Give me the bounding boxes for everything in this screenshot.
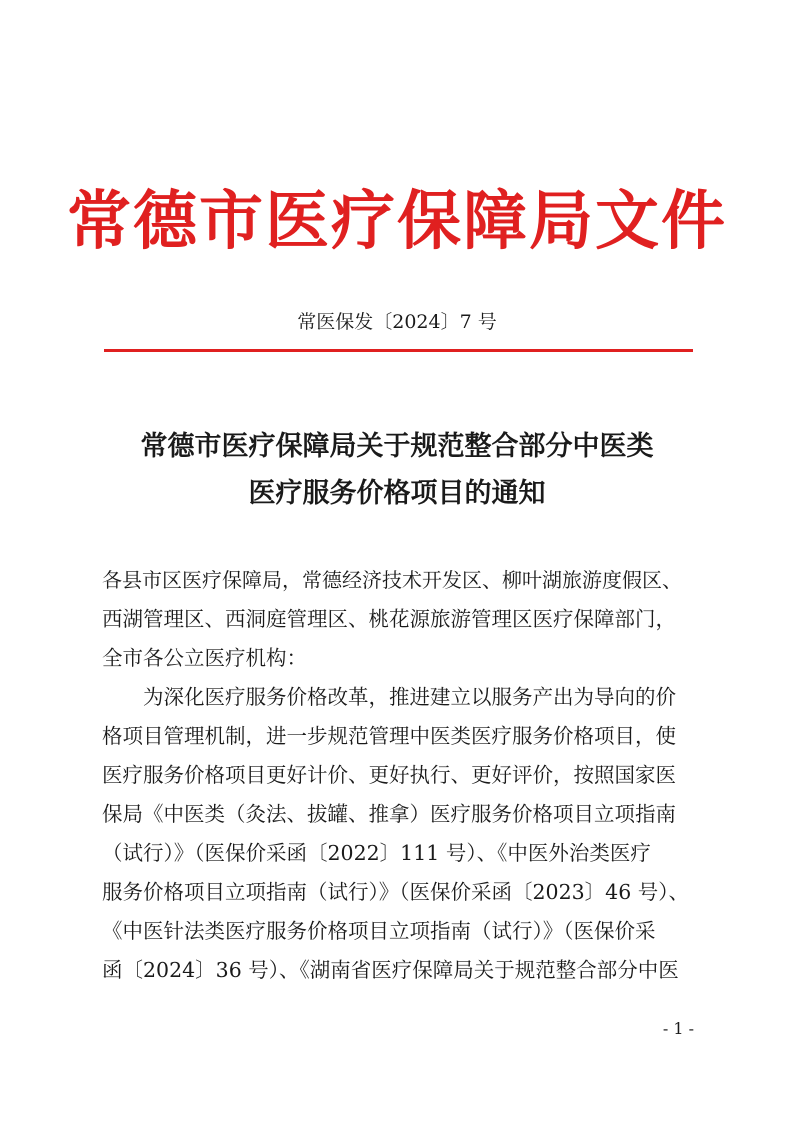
- body-text-line: 保局《中医类（灸法、拔罐、推拿）医疗服务价格项目立项指南: [102, 802, 676, 826]
- body-text-line: 各县市区医疗保障局，常德经济技术开发区、柳叶湖旅游度假区、: [102, 568, 682, 592]
- notice-title: [60, 423, 734, 517]
- page-number: - 1 -: [662, 1019, 694, 1038]
- body-text-line: 医疗服务价格项目更好计价、更好执行、更好评价，按照国家医: [102, 763, 676, 787]
- issuer-title: 常德市医疗保障局文件: [67, 184, 727, 259]
- body-text-line: 为深化医疗服务价格改革，推进建立以服务产出为导向的价: [102, 685, 676, 709]
- body-text-line: 全市各公立医疗机构：: [102, 646, 307, 670]
- body-text-line: 服务价格项目立项指南（试行）》（医保价采函〔2023〕46 号）、: [102, 880, 690, 904]
- body-text-line: 《中医针法类医疗服务价格项目立项指南（试行）》（医保价采: [102, 919, 656, 943]
- notice-title-line: 医疗服务价格项目的通知: [248, 478, 546, 509]
- red-divider-line: [104, 349, 693, 352]
- body-text-line: 格项目管理机制，进一步规范管理中医类医疗服务价格项目，使: [102, 724, 676, 748]
- body-text-line: 西湖管理区、西洞庭管理区、桃花源旅游管理区医疗保障部门，: [102, 607, 676, 631]
- body-text-line: 函〔2024〕36 号）、《湖南省医疗保障局关于规范整合部分中医: [102, 958, 679, 982]
- body-text-line: （试行）》（医保价采函〔2022〕111 号）、《中医外治类医疗: [102, 841, 651, 865]
- document-number: 常医保发〔2024〕7 号: [297, 311, 497, 333]
- notice-title-line: 常德市医疗保障局关于规范整合部分中医类: [140, 431, 654, 462]
